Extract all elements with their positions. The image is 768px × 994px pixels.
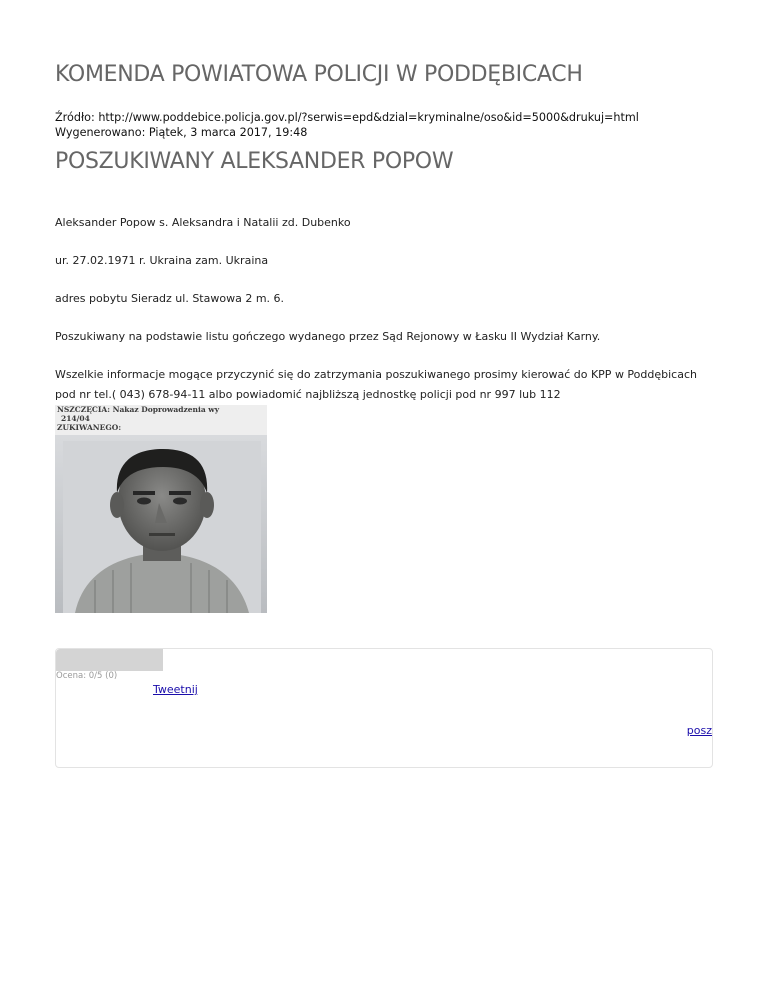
photo-caption-line: NSZCZĘCIA: Nakaz Doprowadzenia wy [57,405,220,414]
site-title: KOMENDA POWIATOWA POLICJI W PODDĘBICACH [55,62,583,87]
paragraph-address: adres pobytu Sieradz ul. Stawowa 2 m. 6. [55,292,285,305]
photo-caption-line: 214/04 [61,414,90,423]
more-link[interactable]: posz [686,724,712,737]
rating-label: Ocena: 0/5 (0) [56,671,118,681]
paragraph-warrant: Poszukiwany na podstawie listu gończego wydanego przez Sąd Rejonowy w Łasku II Wydział Karny. [55,330,601,343]
rating-panel [55,648,713,768]
photo-caption-line: ZUKIWANEGO: [57,423,122,432]
generated-line: Wygenerowano: Piątek, 3 marca 2017, 19:48 [55,126,308,139]
article-body [55,213,715,423]
paragraph-name: Aleksander Popow s. Aleksandra i Natalii zd. Dubenko [55,216,351,229]
paragraph-contact: Wszelkie informacje mogące przyczynić się do zatrzymania poszukiwanego prosimy kierować do KPP w Poddębicach pod nr tel.( 043) 678-94-11 albo powiadomić najbliższą jednostkę policji pod nr 997 lub 112 [55,368,697,401]
print-meta [55,110,639,140]
article-title: POSZUKIWANY ALEKSANDER POPOW [55,149,454,174]
source-line: Źródło: http://www.poddebice.policja.gov.pl/?serwis=epd&dzial=kryminalne/oso&id=5000&drukuj=html [55,111,639,124]
wanted-person-photo [55,405,267,613]
rating-stars-bar[interactable] [56,649,163,671]
paragraph-birth: ur. 27.02.1971 r. Ukraina zam. Ukraina [55,254,269,267]
tweet-link[interactable]: Tweetnij [153,683,198,696]
